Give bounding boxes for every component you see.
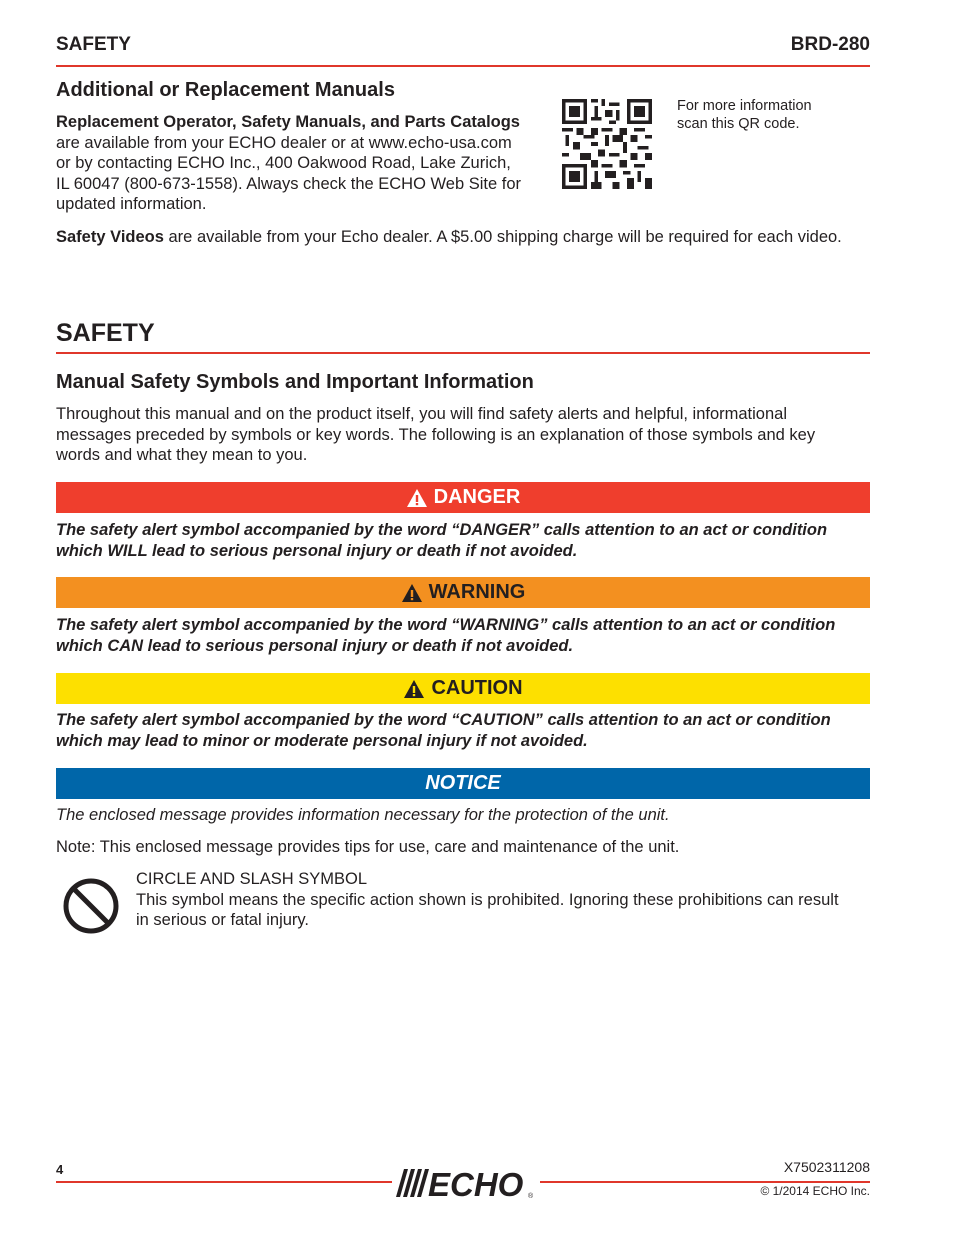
warning-line-2: which CAN lead to serious personal injury or death if not avoided. xyxy=(56,636,574,655)
danger-line-2: which WILL lead to serious personal injury or death if not avoided. xyxy=(56,541,578,560)
part-number: X7502311208 xyxy=(783,1159,870,1175)
notice-banner xyxy=(56,768,870,799)
notice-text: The enclosed message provides information necessary for the protection of the unit. xyxy=(56,806,670,824)
intro-line-3: words and what they mean to you. xyxy=(56,446,308,464)
safety-subheading: Manual Safety Symbols and Important Information xyxy=(56,371,534,393)
safety-videos-text: are available from your Echo dealer. A $5.00 shipping charge will be required for each video. xyxy=(163,228,842,246)
safety-videos-lead: Safety Videos xyxy=(56,228,164,246)
safety-intro xyxy=(56,404,870,466)
manuals-line-3: IL 60047 (800-673-1558). Always check the ECHO Web Site for xyxy=(56,174,521,193)
footer-rule-left xyxy=(56,1181,392,1183)
alert-triangle-icon xyxy=(406,488,428,508)
header-model: BRD-280 xyxy=(790,34,870,55)
header-section: SAFETY xyxy=(56,34,131,55)
svg-text:®: ® xyxy=(528,1193,534,1200)
warning-text xyxy=(56,615,870,656)
circle-slash-line-2: in serious or fatal injury. xyxy=(136,911,310,929)
warning-line-1: The safety alert symbol accompanied by the word “WARNING” calls attention to an act or condition xyxy=(56,616,836,634)
copyright: © 1/2014 ECHO Inc. xyxy=(760,1184,870,1198)
danger-line-1: The safety alert symbol accompanied by the word “DANGER” calls attention to an act or condition xyxy=(56,521,828,539)
circle-slash-line-1: This symbol means the specific action shown is prohibited. Ignoring these prohibitions can result xyxy=(136,890,839,909)
warning-banner xyxy=(56,577,870,608)
notice-label: NOTICE xyxy=(425,772,501,794)
echo-logo xyxy=(394,1166,538,1200)
qr-code-icon xyxy=(562,99,652,189)
danger-banner xyxy=(56,482,870,513)
page-number: 4 xyxy=(56,1162,64,1177)
intro-line-2: messages preceded by symbols or key words. The following is an explanation of those symbols and key xyxy=(56,425,816,444)
manuals-line-1: are available from your ECHO dealer or at www.echo-usa.com xyxy=(56,133,512,152)
danger-label: DANGER xyxy=(433,486,521,508)
section-rule xyxy=(56,352,870,354)
alert-triangle-icon xyxy=(403,679,425,699)
caution-banner xyxy=(56,673,870,704)
note-text: Note: This enclosed message provides tips for use, care and maintenance of the unit. xyxy=(56,838,680,856)
caution-line-2: which may lead to minor or moderate personal injury if not avoided. xyxy=(56,731,588,750)
alert-triangle-icon xyxy=(401,583,423,603)
header-rule xyxy=(56,65,870,67)
section-title: SAFETY xyxy=(56,319,155,347)
circle-slash-title: CIRCLE AND SLASH SYMBOL xyxy=(136,870,368,888)
qr-note-line-1: For more information xyxy=(677,98,812,114)
manuals-line-2: or by contacting ECHO Inc., 400 Oakwood Road, Lake Zurich, xyxy=(56,154,511,172)
footer-rule-right xyxy=(540,1181,870,1183)
echo-logo-text: ECHO xyxy=(428,1166,524,1200)
caution-line-1: The safety alert symbol accompanied by the word “CAUTION” calls attention to an act or condition xyxy=(56,711,831,729)
safety-videos-paragraph xyxy=(56,227,886,248)
circle-slash-icon xyxy=(62,877,120,935)
danger-text xyxy=(56,520,870,561)
manuals-line-4: updated information. xyxy=(56,195,207,213)
circle-slash-description xyxy=(136,869,876,931)
manuals-heading: Additional or Replacement Manuals xyxy=(56,79,395,101)
caution-label: CAUTION xyxy=(431,677,523,699)
manuals-paragraph xyxy=(56,112,546,215)
manuals-lead: Replacement Operator, Safety Manuals, and Parts Catalogs xyxy=(56,113,520,131)
qr-note-line-2: scan this QR code. xyxy=(677,116,800,132)
intro-line-1: Throughout this manual and on the product itself, you will find safety alerts and helpful, informational xyxy=(56,405,788,423)
caution-text xyxy=(56,710,870,751)
warning-label: WARNING xyxy=(428,581,526,603)
qr-note xyxy=(677,97,847,133)
